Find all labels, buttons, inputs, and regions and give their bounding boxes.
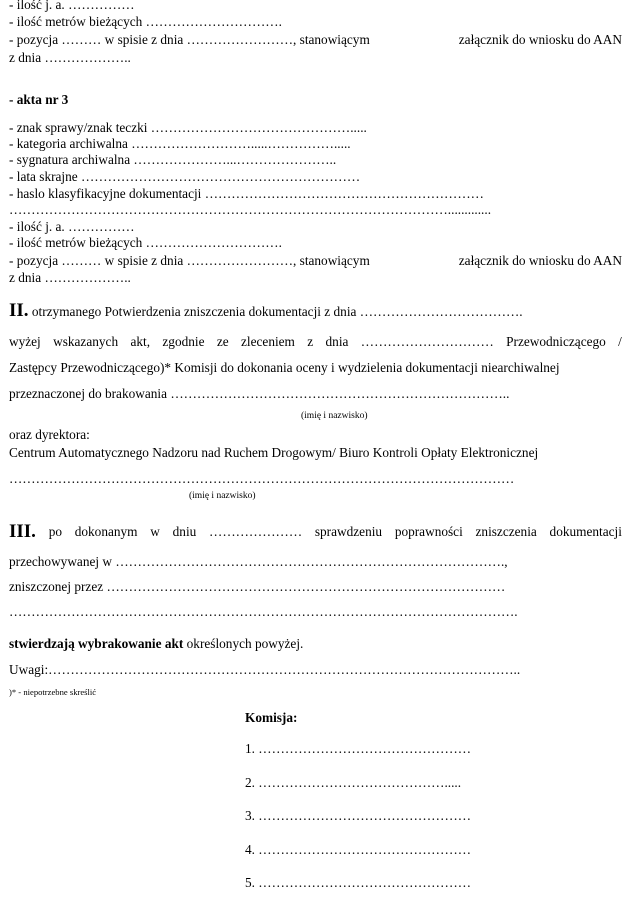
akta2-pozycja-data: z dnia ………………..	[9, 50, 131, 65]
akta3-kategoria: - kategoria archiwalna ……………………….....…………….....	[9, 136, 351, 151]
akta3-haslo: - haslo klasyfikacyjne dokumentacji ………………………………………………………	[9, 186, 484, 201]
akta2-ilosc-metrow: - ilość metrów bieżących ………………………….	[9, 14, 282, 29]
section3-line2: przechowywanej w …………………………………………………………………………….,	[9, 554, 508, 569]
section2-caption2: (imię i nazwisko)	[189, 491, 256, 501]
komisja-member-1: 1. …………………………………………	[245, 741, 472, 756]
stwierdzaja-bold: stwierdzają wybrakowanie akt	[9, 636, 184, 651]
komisja-member-5: 5. …………………………………………	[245, 875, 472, 890]
akta2-pozycja-zalacznik: załącznik do wniosku do AAN	[458, 32, 622, 47]
komisja-member-2: 2. …………………………………….....	[245, 775, 462, 790]
s2-w7: z	[307, 334, 314, 349]
s3-w8: zniszczenia	[475, 524, 537, 539]
s2-w6: zleceniem	[241, 334, 295, 349]
akta3-lata: - lata skrajne ………………………………………………………	[9, 169, 361, 184]
s2-w4: zgodnie	[162, 334, 205, 349]
section3-stwierdzaja	[9, 636, 303, 652]
akta3-znak: - znak sprawy/znak teczki ……………………………………….....	[9, 120, 367, 135]
s2-w10: Przewodniczącego	[506, 334, 606, 349]
s3-w7: poprawności	[394, 524, 463, 539]
s3-w5: …………………	[209, 524, 303, 539]
stwierdzaja-rest: określonych powyżej.	[183, 636, 304, 651]
section2-dots: ……………………………………………………………………………………………………	[9, 471, 515, 486]
akta3-ilosc-ja: - ilość j. a. ……………	[9, 219, 135, 234]
footnote: )* - niepotrzebne skreślić	[9, 687, 97, 697]
s3-w4: dniu	[172, 524, 197, 539]
akta3-heading: - akta nr 3	[9, 92, 69, 107]
s3-w6: sprawdzeniu	[314, 524, 383, 539]
komisja-member-3: 3. …………………………………………	[245, 808, 472, 823]
section2-line4: przeznaczonej do brakowania …………………………………………………………………..	[9, 386, 510, 401]
akta3-pozycja	[9, 253, 622, 269]
s3-w3: w	[150, 524, 160, 539]
komisja-heading: Komisja:	[245, 710, 298, 725]
section2-oraz: oraz dyrektora:	[9, 427, 90, 442]
section2-centrum: Centrum Automatycznego Nadzoru nad Ruchem Drogowym/ Biuro Kontroli Opłaty Elektronicznej	[9, 445, 539, 460]
s2-w5: ze	[216, 334, 229, 349]
s2-w11: /	[618, 334, 622, 349]
s2-w1: wyżej	[9, 334, 41, 349]
s2-w9: …………………………	[360, 334, 494, 349]
section2-line3: Zastępcy Przewodniczącego)* Komisji do dokonania oceny i wydzielenia dokumentacji niearchiwalnej	[9, 360, 560, 375]
section3-line1	[9, 521, 622, 542]
s3-w9: dokumentacji	[549, 524, 622, 539]
akta3-pozycja-zalacznik: załącznik do wniosku do AAN	[458, 253, 622, 268]
section2-line1-text: otrzymanego Potwierdzenia zniszczenia dokumentacji z dnia ……………………………….	[31, 304, 523, 319]
komisja-member-4: 4. …………………………………………	[245, 842, 472, 857]
s2-w3: akt,	[130, 334, 151, 349]
akta3-haslo-cont: ……………………………………………………………………………………….............	[9, 202, 492, 217]
akta3-ilosc-metrow: - ilość metrów bieżących ………………………….	[9, 235, 282, 250]
section2-caption1: (imię i nazwisko)	[301, 411, 368, 421]
section2-line2	[9, 334, 622, 350]
section3-line3: zniszczonej przez ………………………………………………………………………………	[9, 579, 506, 594]
s3-w1: po	[48, 524, 62, 539]
section3-numeral: III.	[9, 521, 36, 542]
section2-line1	[9, 300, 523, 321]
section3-uwagi: Uwagi:……………………………………………………………………………………………..	[9, 662, 521, 677]
s3-w2: dokonanym	[74, 524, 138, 539]
akta2-pozycja-text: - pozycja ……… w spisie z dnia ……………………, stanowiącym	[9, 32, 370, 47]
akta3-sygnatura: - sygnatura archiwalna …………………...…………………..	[9, 152, 337, 167]
akta3-pozycja-text: - pozycja ……… w spisie z dnia ……………………, stanowiącym	[9, 253, 370, 268]
s2-w8: dnia	[325, 334, 349, 349]
akta2-ilosc-ja: - ilość j. a. ……………	[9, 0, 135, 12]
akta2-pozycja	[9, 32, 622, 48]
section3-line4: …………………………………………………………………………………………………….	[9, 604, 518, 619]
s2-w2: wskazanych	[53, 334, 119, 349]
section2-numeral: II.	[9, 300, 29, 321]
akta3-pozycja-data: z dnia ………………..	[9, 270, 131, 285]
